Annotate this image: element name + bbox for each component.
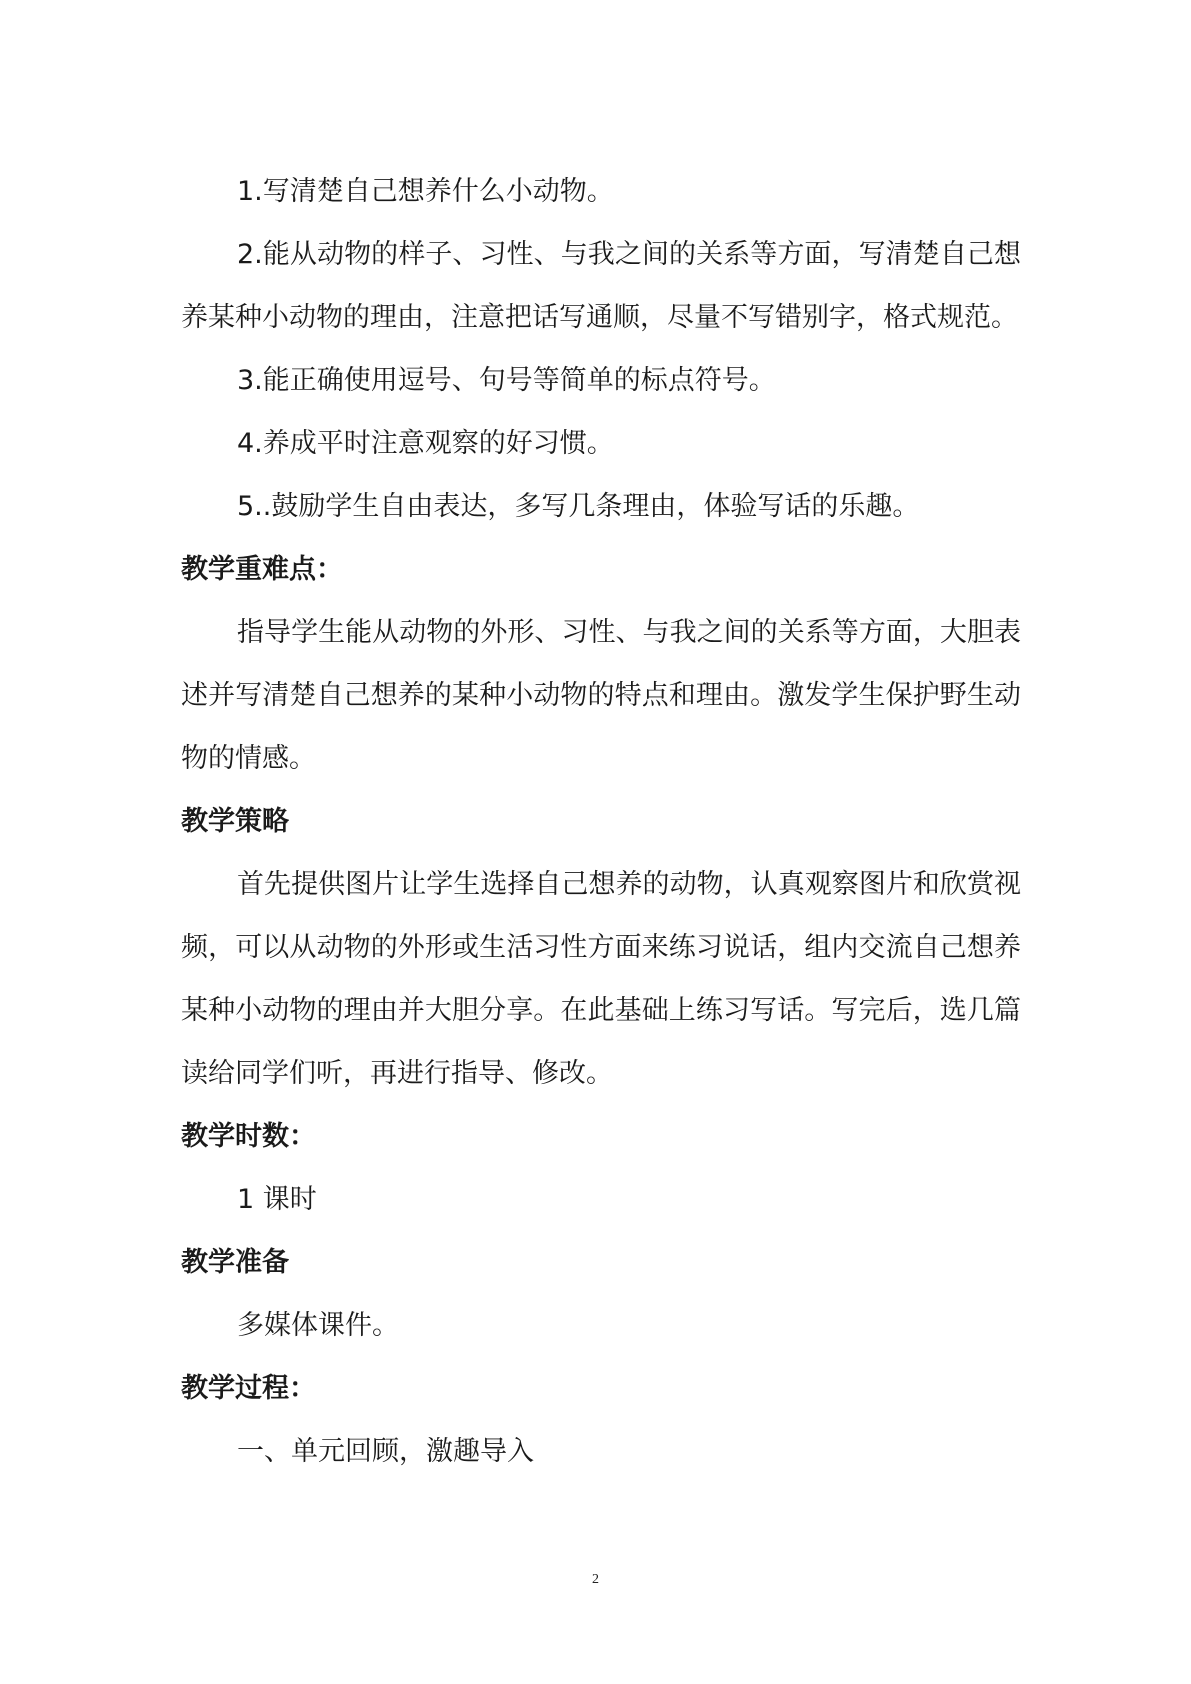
objective-3: 3.能正确使用逗号、句号等简单的标点符号。 <box>237 365 776 396</box>
process-heading: 教学过程： <box>181 1373 316 1404</box>
hours-text: 1 课时 <box>237 1184 317 1215</box>
hours-heading: 教学时数： <box>181 1121 316 1152</box>
document-body <box>181 160 1021 1483</box>
objective-1: 1.写清楚自己想养什么小动物。 <box>237 176 614 207</box>
objective-2: 2.能从动物的样子、习性、与我之间的关系等方面，写清楚自己想养某种小动物的理由，注意把话写通顺，尽量不写错别字，格式规范。 <box>181 239 1021 333</box>
preparation-heading: 教学准备 <box>181 1247 289 1278</box>
key-points-text: 指导学生能从动物的外形、习性、与我之间的关系等方面，大胆表述并写清楚自己想养的某种小动物的特点和理由。激发学生保护野生动物的情感。 <box>181 617 1021 774</box>
page-number: 2 <box>592 1572 599 1587</box>
strategy-heading: 教学策略 <box>181 806 289 837</box>
key-points-heading: 教学重难点： <box>181 554 343 585</box>
strategy-text: 首先提供图片让学生选择自己想养的动物，认真观察图片和欣赏视频，可以从动物的外形或生活习性方面来练习说话，组内交流自己想养某种小动物的理由并大胆分享。在此基础上练习写话。写完后，选几篇读给同学们听，再进行指导、修改。 <box>181 869 1021 1089</box>
objective-4: 4.养成平时注意观察的好习惯。 <box>237 428 614 459</box>
objective-5: 5..鼓励学生自由表达，多写几条理由，体验写话的乐趣。 <box>237 491 920 522</box>
preparation-text: 多媒体课件。 <box>237 1310 399 1341</box>
process-step-1: 一、单元回顾，激趣导入 <box>237 1436 534 1467</box>
